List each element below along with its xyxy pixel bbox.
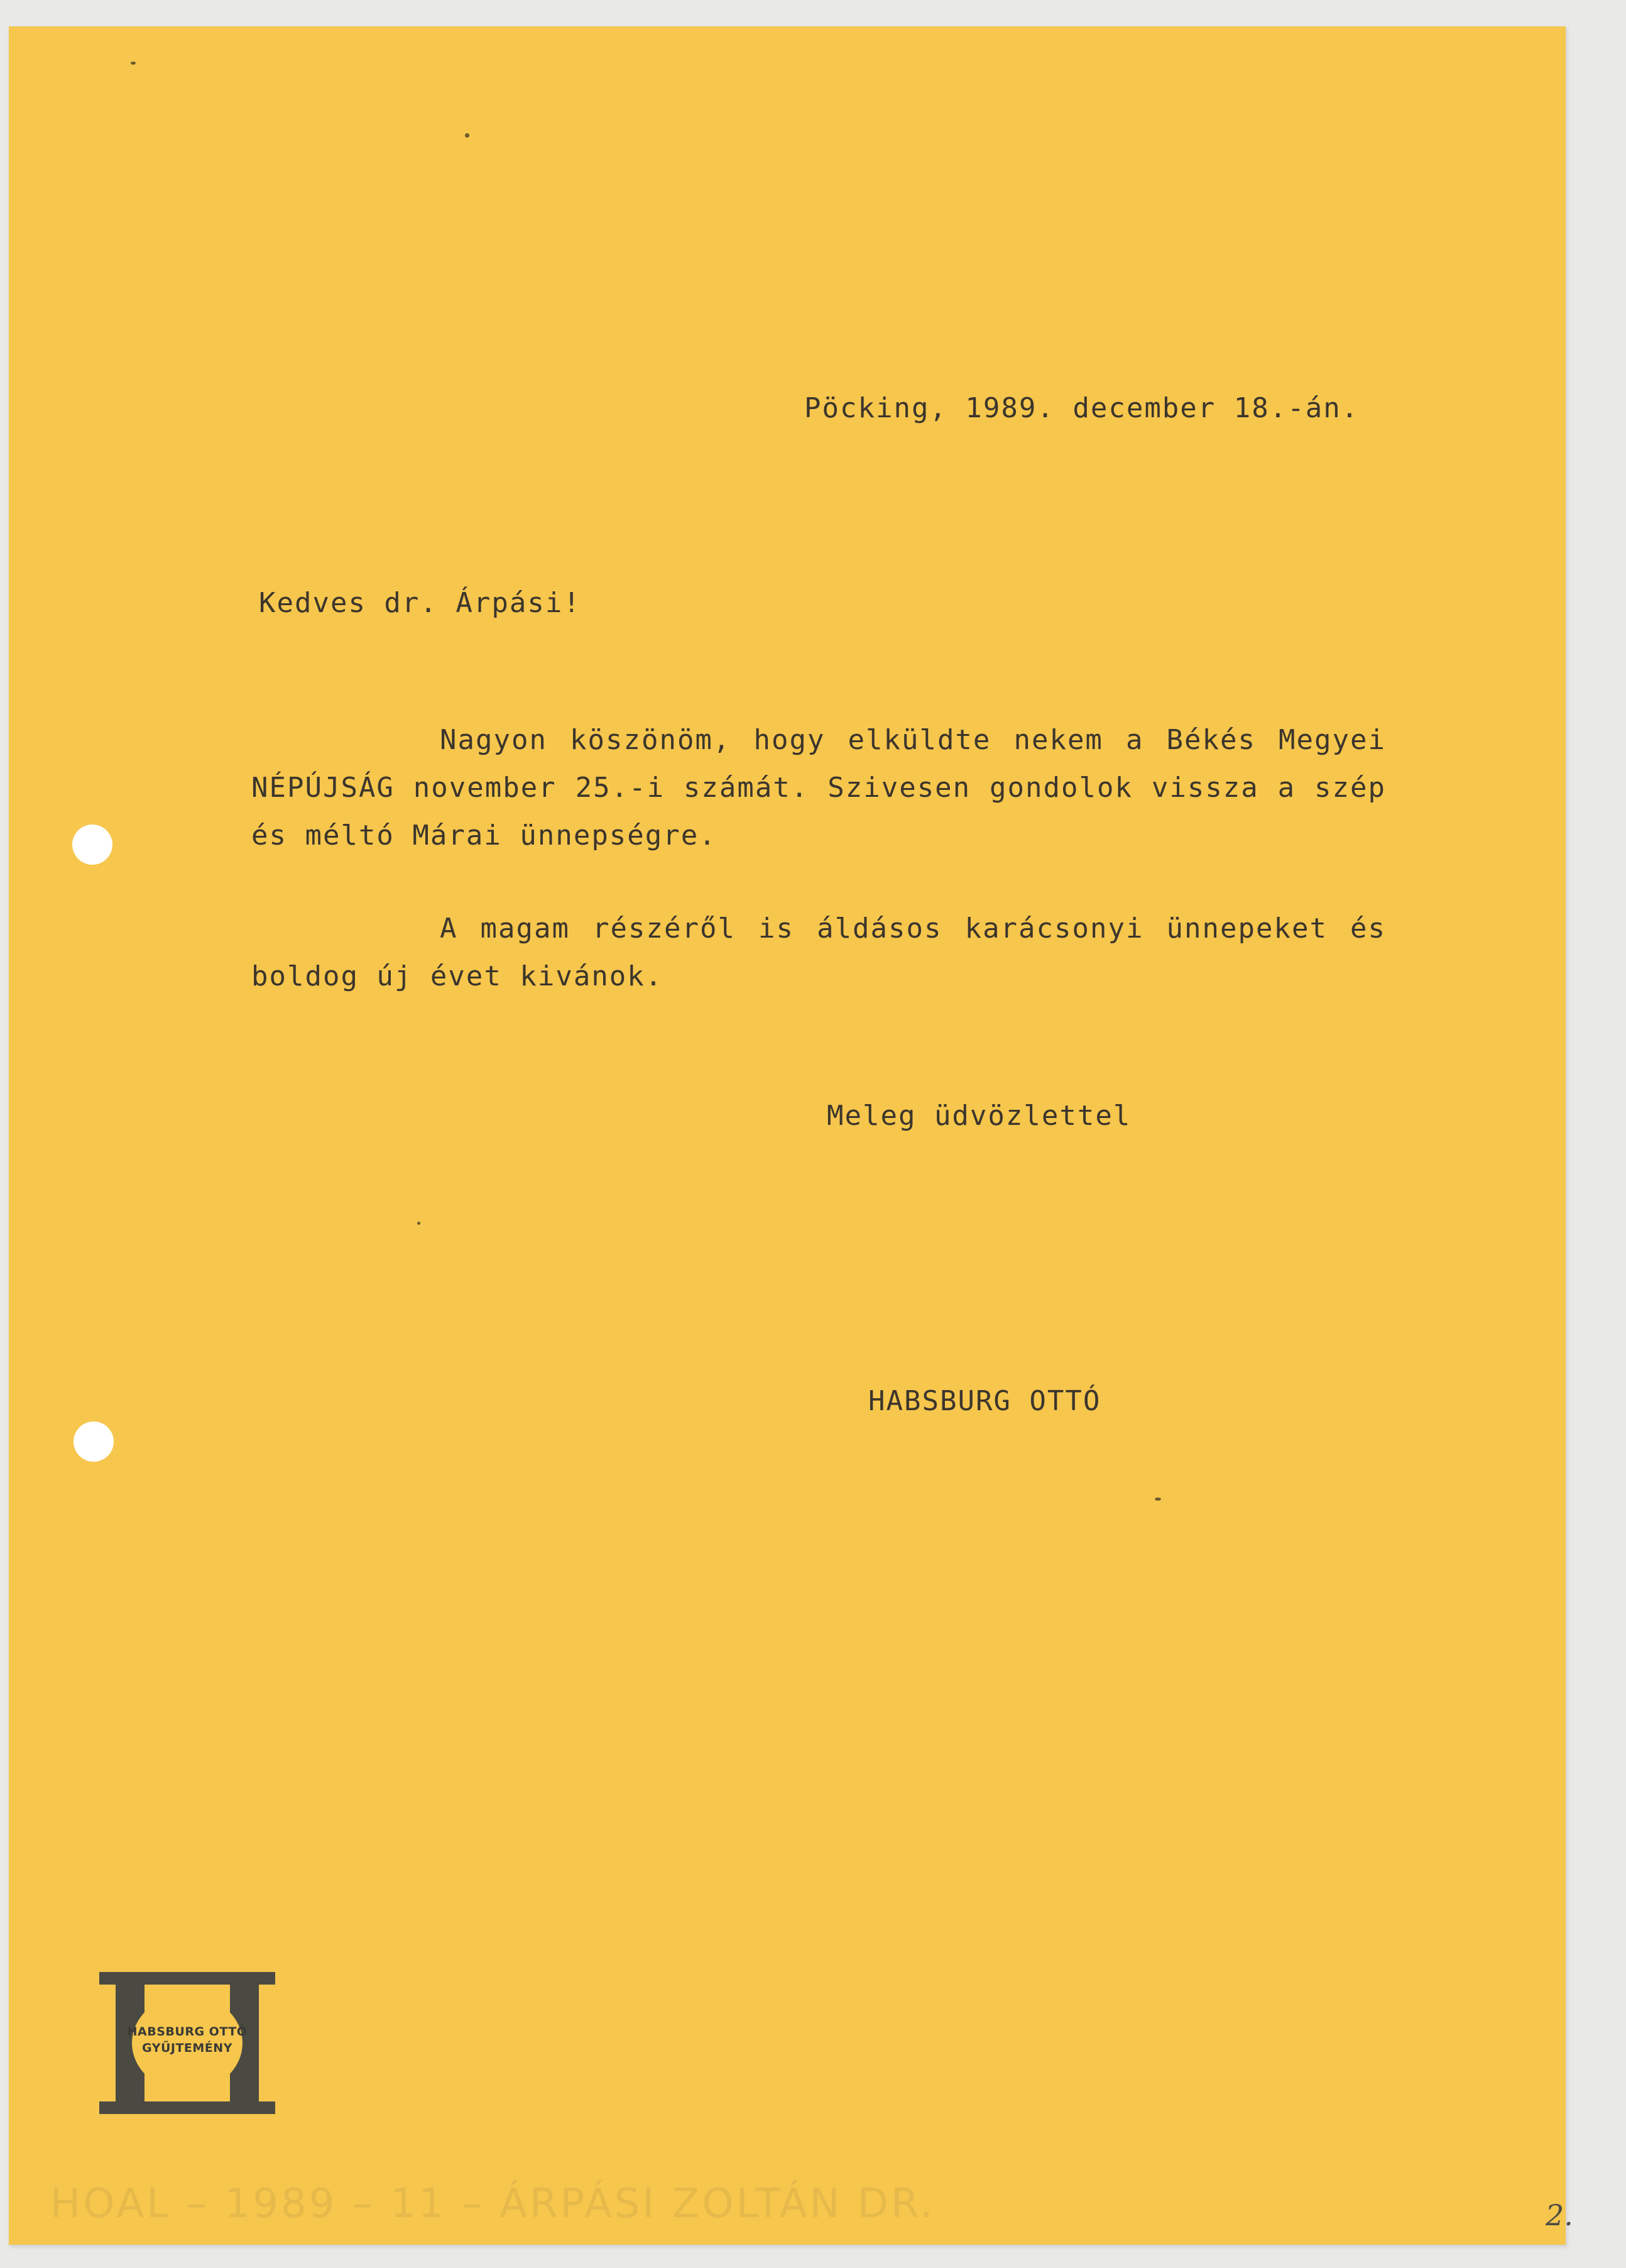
- archive-reference-note: HOAL – 1989 – 11 – ÁRPÁSI ZOLTÁN DR.: [50, 2181, 936, 2227]
- salutation: Kedves dr. Árpási!: [259, 587, 581, 619]
- paper-speck: [1155, 1498, 1161, 1501]
- paragraph-greetings-text: A magam részéről is áldásos karácsonyi ünnepeket és boldog új évet kivánok.: [251, 912, 1386, 992]
- paragraph-thanks: [251, 716, 1386, 860]
- letter-sheet: [9, 26, 1566, 2245]
- habsburg-collection-logo: [99, 1972, 275, 2114]
- punch-hole-lower: [74, 1422, 114, 1462]
- paper-speck: [131, 62, 136, 65]
- page-number: 2.: [1546, 2198, 1573, 2232]
- place-and-date: Pöcking, 1989. december 18.-án.: [804, 392, 1360, 424]
- logo-text: [124, 2024, 250, 2056]
- signature-name: HABSBURG OTTÓ: [868, 1385, 1101, 1417]
- logo-serif-bottom: [99, 2101, 275, 2114]
- paper-speck: [417, 1222, 420, 1225]
- punch-hole-upper: [72, 824, 112, 865]
- paragraph-thanks-text: Nagyon köszönöm, hogy elküldte nekem a Békés Megyei NÉPÚJSÁG november 25.-i számát. Szivesen gondolok vissza a szép és méltó Márai ünnepségre.: [251, 724, 1386, 852]
- paragraph-greetings: [251, 905, 1386, 1000]
- logo-line-2: GYŰJTEMÉNY: [142, 2041, 232, 2055]
- paper-speck: [465, 133, 469, 138]
- logo-line-1: HABSBURG OTTÓ: [127, 2025, 248, 2039]
- closing-line: Meleg üdvözlettel: [827, 1100, 1132, 1132]
